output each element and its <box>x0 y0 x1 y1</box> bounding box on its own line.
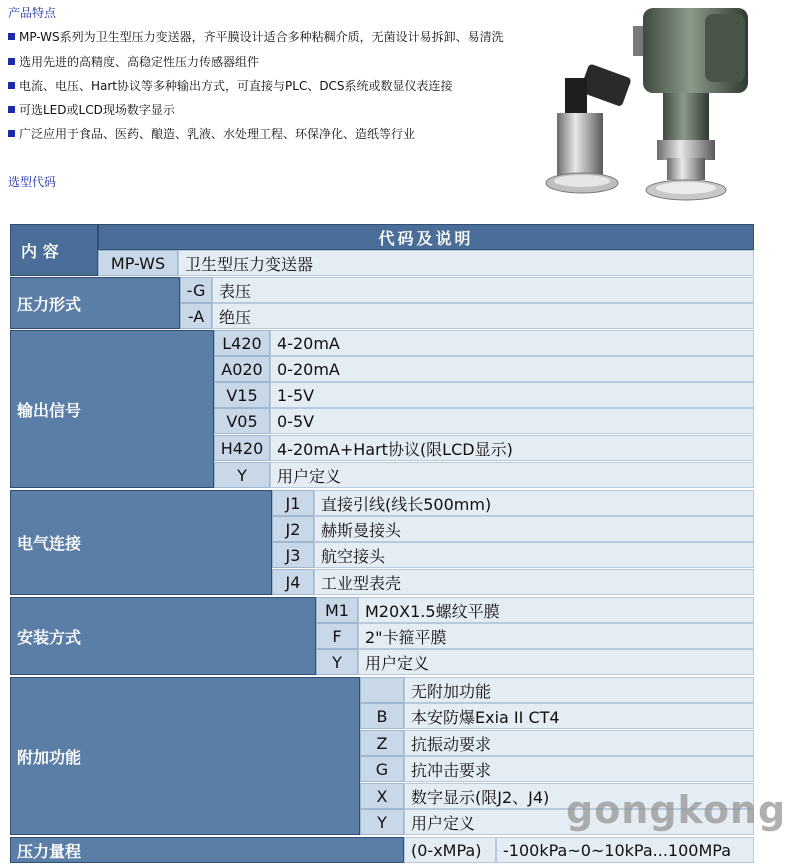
code-cell: V05 <box>214 408 270 434</box>
code-cell: H420 <box>214 435 270 461</box>
section-output-signal: 输出信号 <box>10 330 214 488</box>
code-cell: L420 <box>214 330 270 356</box>
desc-cell: 本安防爆Exia II CT4 <box>404 703 754 729</box>
model-desc: 卫生型压力变送器 <box>178 250 754 276</box>
code-cell: J4 <box>272 569 314 595</box>
desc-cell: 抗冲击要求 <box>404 756 754 782</box>
code-cell: Y <box>316 649 358 675</box>
desc-cell: 2"卡箍平膜 <box>358 623 754 649</box>
code-cell <box>360 677 404 703</box>
desc-cell: 4-20mA <box>270 330 754 356</box>
section-pressure-type: 压力形式 <box>10 277 180 329</box>
desc-cell: 无附加功能 <box>404 677 754 703</box>
section-installation: 安装方式 <box>10 597 316 675</box>
desc-cell: 表压 <box>212 277 754 303</box>
bullet-icon <box>8 106 15 113</box>
desc-cell: 抗振动要求 <box>404 730 754 756</box>
header-content: 内 容 <box>10 224 98 276</box>
features-title: 产品特点 <box>8 6 57 20</box>
code-cell: -G <box>180 277 212 303</box>
code-cell: A020 <box>214 356 270 382</box>
desc-cell: 用户定义 <box>270 462 754 488</box>
code-cell: B <box>360 703 404 729</box>
watermark-logo: gongkong <box>566 788 786 832</box>
desc-cell: M20X1.5螺纹平膜 <box>358 597 754 623</box>
code-cell: -A <box>180 303 212 329</box>
code-cell: J3 <box>272 542 314 568</box>
section-additional-functions: 附加功能 <box>10 677 360 835</box>
bullet-icon <box>8 130 15 137</box>
code-cell: Y <box>360 809 404 835</box>
feature-item: MP-WS系列为卫生型压力变送器，齐平膜设计适合多种粘稠介质，无菌设计易拆卸、易清洗 <box>8 28 504 45</box>
section-electrical-connection: 电气连接 <box>10 490 272 595</box>
desc-cell: 赫斯曼接头 <box>314 516 754 542</box>
feature-item: 可选LED或LCD现场数字显示 <box>8 101 175 118</box>
desc-cell: -100kPa~0~10kPa...100MPa <box>496 837 754 863</box>
bullet-icon <box>8 33 15 40</box>
desc-cell: 工业型表壳 <box>314 569 754 595</box>
desc-cell: 绝压 <box>212 303 754 329</box>
model-code: MP-WS <box>98 250 178 276</box>
desc-cell: 直接引线(线长500mm) <box>314 490 754 516</box>
desc-cell: 用户定义 <box>358 649 754 675</box>
code-cell: V15 <box>214 382 270 408</box>
bullet-icon <box>8 82 15 89</box>
feature-item: 电流、电压、Hart协议等多种输出方式，可直接与PLC、DCS系统或数显仪表连接 <box>8 77 453 94</box>
desc-cell: 0-20mA <box>270 356 754 382</box>
feature-item: 选用先进的高精度、高稳定性压力传感器组件 <box>8 53 259 70</box>
code-cell: X <box>360 783 404 809</box>
desc-cell: (0-xMPa) <box>404 837 496 863</box>
desc-cell: 1-5V <box>270 382 754 408</box>
feature-item: 广泛应用于食品、医药、酿造、乳液、水处理工程、环保净化、造纸等行业 <box>8 125 415 142</box>
selection-title: 选型代码 <box>8 175 57 189</box>
header-code-desc: 代码及说明 <box>98 224 754 250</box>
code-cell: J1 <box>272 490 314 516</box>
code-cell: J2 <box>272 516 314 542</box>
desc-cell: 数字显示(限J2、J4) <box>404 783 754 809</box>
code-cell: G <box>360 756 404 782</box>
code-cell: M1 <box>316 597 358 623</box>
desc-cell: 用户定义 <box>404 809 754 835</box>
product-image <box>545 8 750 203</box>
desc-cell: 航空接头 <box>314 542 754 568</box>
code-cell: F <box>316 623 358 649</box>
desc-cell: 4-20mA+Hart协议(限LCD显示) <box>270 435 754 461</box>
desc-cell: 0-5V <box>270 408 754 434</box>
code-cell: Y <box>214 462 270 488</box>
section-pressure-range: 压力量程 <box>10 837 404 863</box>
code-cell: Z <box>360 730 404 756</box>
bullet-icon <box>8 58 15 65</box>
